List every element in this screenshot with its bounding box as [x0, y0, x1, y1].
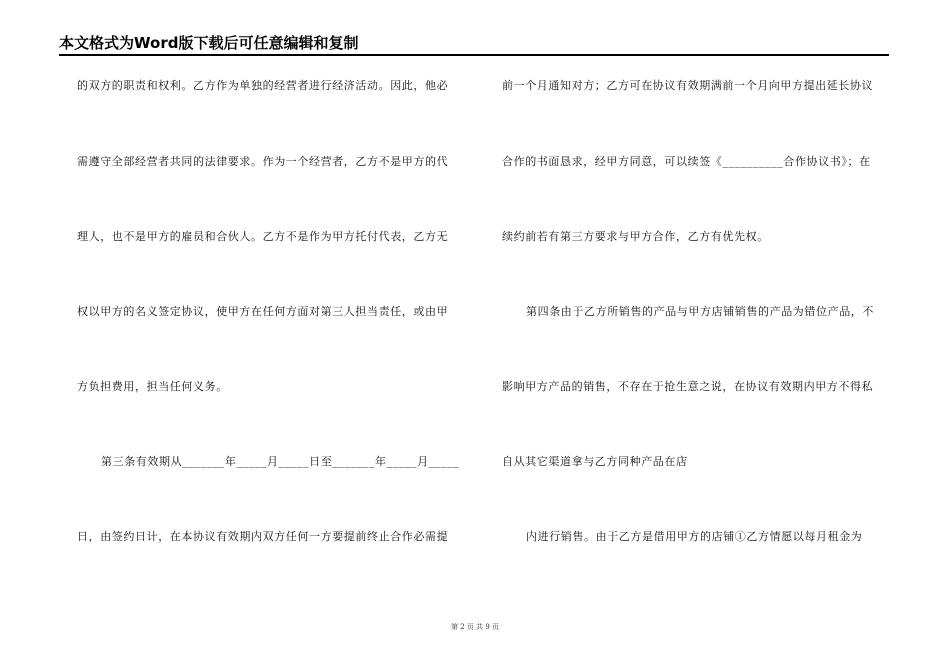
text-line: 自从其它渠道拿与乙方同种产品在店 [502, 455, 688, 468]
text-line: 权以甲方的名义签定协议，使甲方在任何方面对第三人担当责任，或由甲 [77, 305, 449, 318]
text-line: 的双方的职责和权利。乙方作为单独的经营者进行经济活动。因此，他必 [77, 79, 449, 92]
text-line: 方负担费用，担当任何义务。 [77, 380, 228, 393]
document-header [59, 34, 889, 56]
text-line: 需遵守全部经营者共同的法律要求。作为一个经营者，乙方不是甲方的代 [77, 155, 449, 168]
text-line: 影响甲方产品的销售，不存在于抢生意之说，在协议有效期内甲方不得私 [502, 380, 874, 393]
text-line: 内进行销售。由于乙方是借用甲方的店铺①乙方情愿以每月租金为 [526, 530, 863, 543]
text-line: 合作的书面恳求，经甲方同意，可以续签《__________合作协议书》；在 [502, 155, 871, 168]
article-three-line: 第三条有效期从_______年_____月_____日至_______年_____月_____ [101, 455, 460, 468]
article-four-line: 第四条由于乙方所销售的产品与甲方店铺销售的产品为错位产品，不 [526, 305, 874, 318]
page-number: 第 2 页 共 9 页 [450, 623, 500, 631]
header-title: 本文格式为Word版下载后可任意编辑和复制 [59, 34, 359, 52]
text-line: 前一个月通知对方；乙方可在协议有效期满前一个月向甲方提出延长协议 [502, 79, 874, 92]
text-line: 理人，也不是甲方的雇员和合伙人。乙方不是作为甲方托付代表，乙方无 [77, 230, 449, 243]
text-line: 日，由签约日计，在本协议有效期内双方任何一方要提前终止合作必需提 [77, 530, 449, 543]
text-line: 续约前若有第三方要求与甲方合作，乙方有优先权。 [502, 230, 769, 243]
